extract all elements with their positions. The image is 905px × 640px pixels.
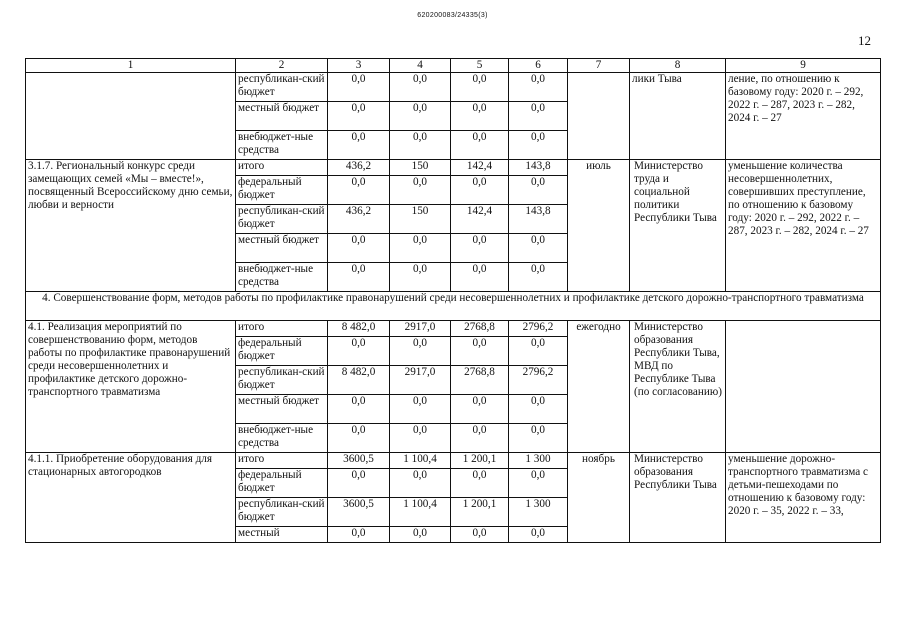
- amount-2023: 2768,8: [451, 321, 509, 337]
- amount-2024: 0,0: [509, 424, 568, 453]
- amount-2023: 0,0: [451, 234, 509, 263]
- responsible-cell: Министерство образования Республики Тыва, МВД по Республике Тыва (по согласованию): [630, 321, 726, 453]
- funding-source: внебюджет-ные средства: [236, 131, 328, 160]
- funding-source: итого: [236, 453, 328, 469]
- col-header: 6: [509, 59, 568, 73]
- measure-name-cell: 3.1.7. Региональный конкурс среди замещающих семей «Мы – вместе!», посвященный Всероссийскому дню семьи, любви и верности: [26, 160, 236, 292]
- amount-2022: 1 100,4: [390, 498, 451, 527]
- amount-total: 0,0: [328, 263, 390, 292]
- amount-2022: 0,0: [390, 395, 451, 424]
- amount-2024: 0,0: [509, 527, 568, 543]
- amount-2022: 0,0: [390, 337, 451, 366]
- amount-2024: 0,0: [509, 263, 568, 292]
- program-table: [25, 58, 881, 543]
- amount-2024: 0,0: [509, 234, 568, 263]
- funding-source: республикан-ский бюджет: [236, 205, 328, 234]
- term-cell: [568, 73, 630, 160]
- amount-total: 8 482,0: [328, 366, 390, 395]
- col-header: 8: [630, 59, 726, 73]
- amount-2024: 0,0: [509, 73, 568, 102]
- amount-2024: 0,0: [509, 131, 568, 160]
- funding-source: местный бюджет: [236, 102, 328, 131]
- amount-2023: 1 200,1: [451, 498, 509, 527]
- amount-2023: 0,0: [451, 102, 509, 131]
- funding-source: республикан-ский бюджет: [236, 366, 328, 395]
- amount-total: 0,0: [328, 527, 390, 543]
- amount-total: 0,0: [328, 131, 390, 160]
- amount-total: 0,0: [328, 424, 390, 453]
- amount-2022: 150: [390, 160, 451, 176]
- amount-2022: 0,0: [390, 73, 451, 102]
- amount-2023: 0,0: [451, 337, 509, 366]
- funding-source: местный: [236, 527, 328, 543]
- responsible-cell: лики Тыва: [630, 73, 726, 160]
- funding-source: федеральный бюджет: [236, 469, 328, 498]
- funding-source: республикан-ский бюджет: [236, 73, 328, 102]
- col-header: 2: [236, 59, 328, 73]
- funding-source: итого: [236, 321, 328, 337]
- table-row: [26, 73, 881, 102]
- col-header: 3: [328, 59, 390, 73]
- col-header: 1: [26, 59, 236, 73]
- amount-2022: 0,0: [390, 176, 451, 205]
- amount-total: 436,2: [328, 205, 390, 234]
- funding-source: республикан-ский бюджет: [236, 498, 328, 527]
- table-row: [26, 453, 881, 469]
- amount-2022: 0,0: [390, 263, 451, 292]
- term-cell: ежегодно: [568, 321, 630, 453]
- col-header: 7: [568, 59, 630, 73]
- amount-total: 8 482,0: [328, 321, 390, 337]
- amount-2023: 0,0: [451, 395, 509, 424]
- amount-total: 436,2: [328, 160, 390, 176]
- amount-2023: 0,0: [451, 469, 509, 498]
- amount-2024: 0,0: [509, 102, 568, 131]
- funding-source: местный бюджет: [236, 395, 328, 424]
- header-row: [26, 59, 881, 73]
- funding-source: местный бюджет: [236, 234, 328, 263]
- funding-source: внебюджет-ные средства: [236, 263, 328, 292]
- measure-name-cell: 4.1. Реализация мероприятий по совершенствованию форм, методов работы по профилактике правонарушений среди несовершеннолетних и профилактике детского дорожно-транспортного травматизма: [26, 321, 236, 453]
- amount-2024: 143,8: [509, 160, 568, 176]
- funding-source: итого: [236, 160, 328, 176]
- section-heading-row: [26, 292, 881, 321]
- document-id: 620200083/24335(3): [417, 12, 488, 19]
- amount-2024: 0,0: [509, 395, 568, 424]
- result-cell: уменьшение количества несовершеннолетних, совершивших преступление, по отношению к базовому году: 2020 г. – 292, 2022 г. – 287, 2023 г. – 282, 2024 г. – 27: [726, 160, 881, 292]
- amount-2024: 0,0: [509, 469, 568, 498]
- amount-2023: 0,0: [451, 527, 509, 543]
- amount-2022: 0,0: [390, 424, 451, 453]
- amount-2022: 150: [390, 205, 451, 234]
- amount-2024: 1 300: [509, 453, 568, 469]
- amount-2023: 142,4: [451, 205, 509, 234]
- amount-2022: 2917,0: [390, 321, 451, 337]
- result-cell: уменьшение дорожно-транспортного травматизма с детьми-пешеходами по отношению к базовому году: 2020 г. – 35, 2022 г. – 33,: [726, 453, 881, 543]
- funding-source: внебюджет-ные средства: [236, 424, 328, 453]
- term-cell: ноябрь: [568, 453, 630, 543]
- amount-total: 0,0: [328, 234, 390, 263]
- amount-2023: 0,0: [451, 424, 509, 453]
- amount-total: 0,0: [328, 73, 390, 102]
- amount-2024: 0,0: [509, 176, 568, 205]
- col-header: 4: [390, 59, 451, 73]
- amount-2024: 1 300: [509, 498, 568, 527]
- amount-2022: 0,0: [390, 527, 451, 543]
- col-header: 5: [451, 59, 509, 73]
- amount-2022: 0,0: [390, 234, 451, 263]
- amount-2023: 0,0: [451, 131, 509, 160]
- amount-2022: 1 100,4: [390, 453, 451, 469]
- funding-source: федеральный бюджет: [236, 337, 328, 366]
- col-header: 9: [726, 59, 881, 73]
- amount-2023: 0,0: [451, 73, 509, 102]
- responsible-cell: Министерство труда и социальной политики Республики Тыва: [630, 160, 726, 292]
- amount-2024: 0,0: [509, 337, 568, 366]
- amount-2024: 143,8: [509, 205, 568, 234]
- table-row: [26, 160, 881, 176]
- result-cell: [726, 321, 881, 453]
- measure-name-cell: [26, 73, 236, 160]
- responsible-cell: Министерство образования Республики Тыва: [630, 453, 726, 543]
- amount-total: 3600,5: [328, 453, 390, 469]
- amount-total: 0,0: [328, 102, 390, 131]
- amount-2023: 2768,8: [451, 366, 509, 395]
- amount-total: 0,0: [328, 469, 390, 498]
- amount-2023: 1 200,1: [451, 453, 509, 469]
- amount-2024: 2796,2: [509, 321, 568, 337]
- section-heading: 4. Совершенствование форм, методов работы по профилактике правонарушений среди несовершеннолетних и профилактике детского дорожно-транспортного травматизма: [26, 292, 881, 321]
- page-number: 12: [858, 33, 871, 48]
- result-cell: ление, по отношению к базовому году: 2020 г. – 292, 2022 г. – 287, 2023 г. – 282, 2024 г. – 27: [726, 73, 881, 160]
- amount-2022: 0,0: [390, 469, 451, 498]
- amount-2023: 142,4: [451, 160, 509, 176]
- table-row: [26, 321, 881, 337]
- funding-source: федеральный бюджет: [236, 176, 328, 205]
- amount-total: 0,0: [328, 176, 390, 205]
- amount-total: 0,0: [328, 395, 390, 424]
- amount-2022: 0,0: [390, 102, 451, 131]
- amount-2022: 0,0: [390, 131, 451, 160]
- amount-total: 3600,5: [328, 498, 390, 527]
- amount-2023: 0,0: [451, 263, 509, 292]
- amount-total: 0,0: [328, 337, 390, 366]
- amount-2024: 2796,2: [509, 366, 568, 395]
- amount-2022: 2917,0: [390, 366, 451, 395]
- amount-2023: 0,0: [451, 176, 509, 205]
- term-cell: июль: [568, 160, 630, 292]
- measure-name-cell: 4.1.1. Приобретение оборудования для стационарных автогородков: [26, 453, 236, 543]
